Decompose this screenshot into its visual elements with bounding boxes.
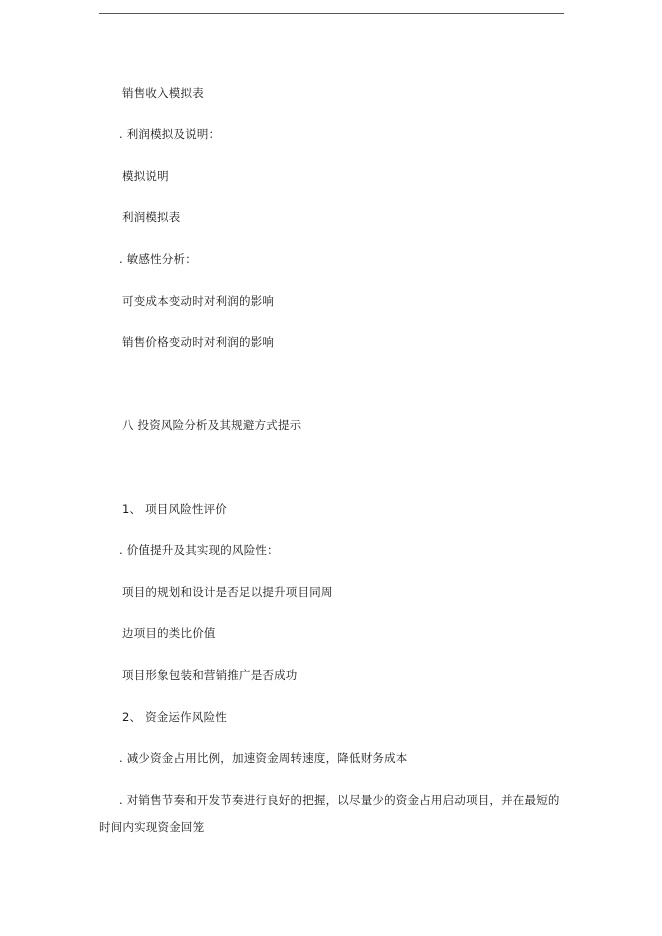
subsection-heading-project-risk: 1、 项目风险性评价 [122,502,227,516]
text-line-sensitivity-heading: . 敏感性分析： [119,252,197,266]
subsection-heading-capital-risk: 2、 资金运作风险性 [122,710,227,724]
text-line-profit-simulation-heading: . 利润模拟及说明： [119,127,221,141]
text-line-value-risk: . 价值提升及其实现的风险性： [119,543,279,557]
text-line-planning-design: 项目的规划和设计是否足以提升项目同周 [122,585,333,599]
text-line-sales-income-table: 销售收入模拟表 [122,86,204,100]
text-line-reduce-capital: . 减少资金占用比例，加速资金周转速度，降低财务成本 [119,751,408,765]
text-line-profit-table: 利润模拟表 [122,210,181,224]
text-line-variable-cost-impact: 可变成本变动时对利润的影响 [122,294,275,308]
text-line-simulation-notes: 模拟说明 [122,169,169,183]
text-line-capital-return: 时间内实现资金回笼 [99,820,205,834]
text-line-comparison-value: 边项目的类比价值 [122,626,216,640]
text-line-image-marketing: 项目形象包装和营销推广是否成功 [122,668,298,682]
text-line-price-impact: 销售价格变动时对利润的影响 [122,335,275,349]
text-line-sales-rhythm: . 对销售节奏和开发节奏进行良好的把握，以尽量少的资金占用启动项目，并在最短的 [119,793,560,807]
section-heading-risk: 八 投资风险分析及其规避方式提示 [122,418,302,432]
header-rule [99,13,564,14]
